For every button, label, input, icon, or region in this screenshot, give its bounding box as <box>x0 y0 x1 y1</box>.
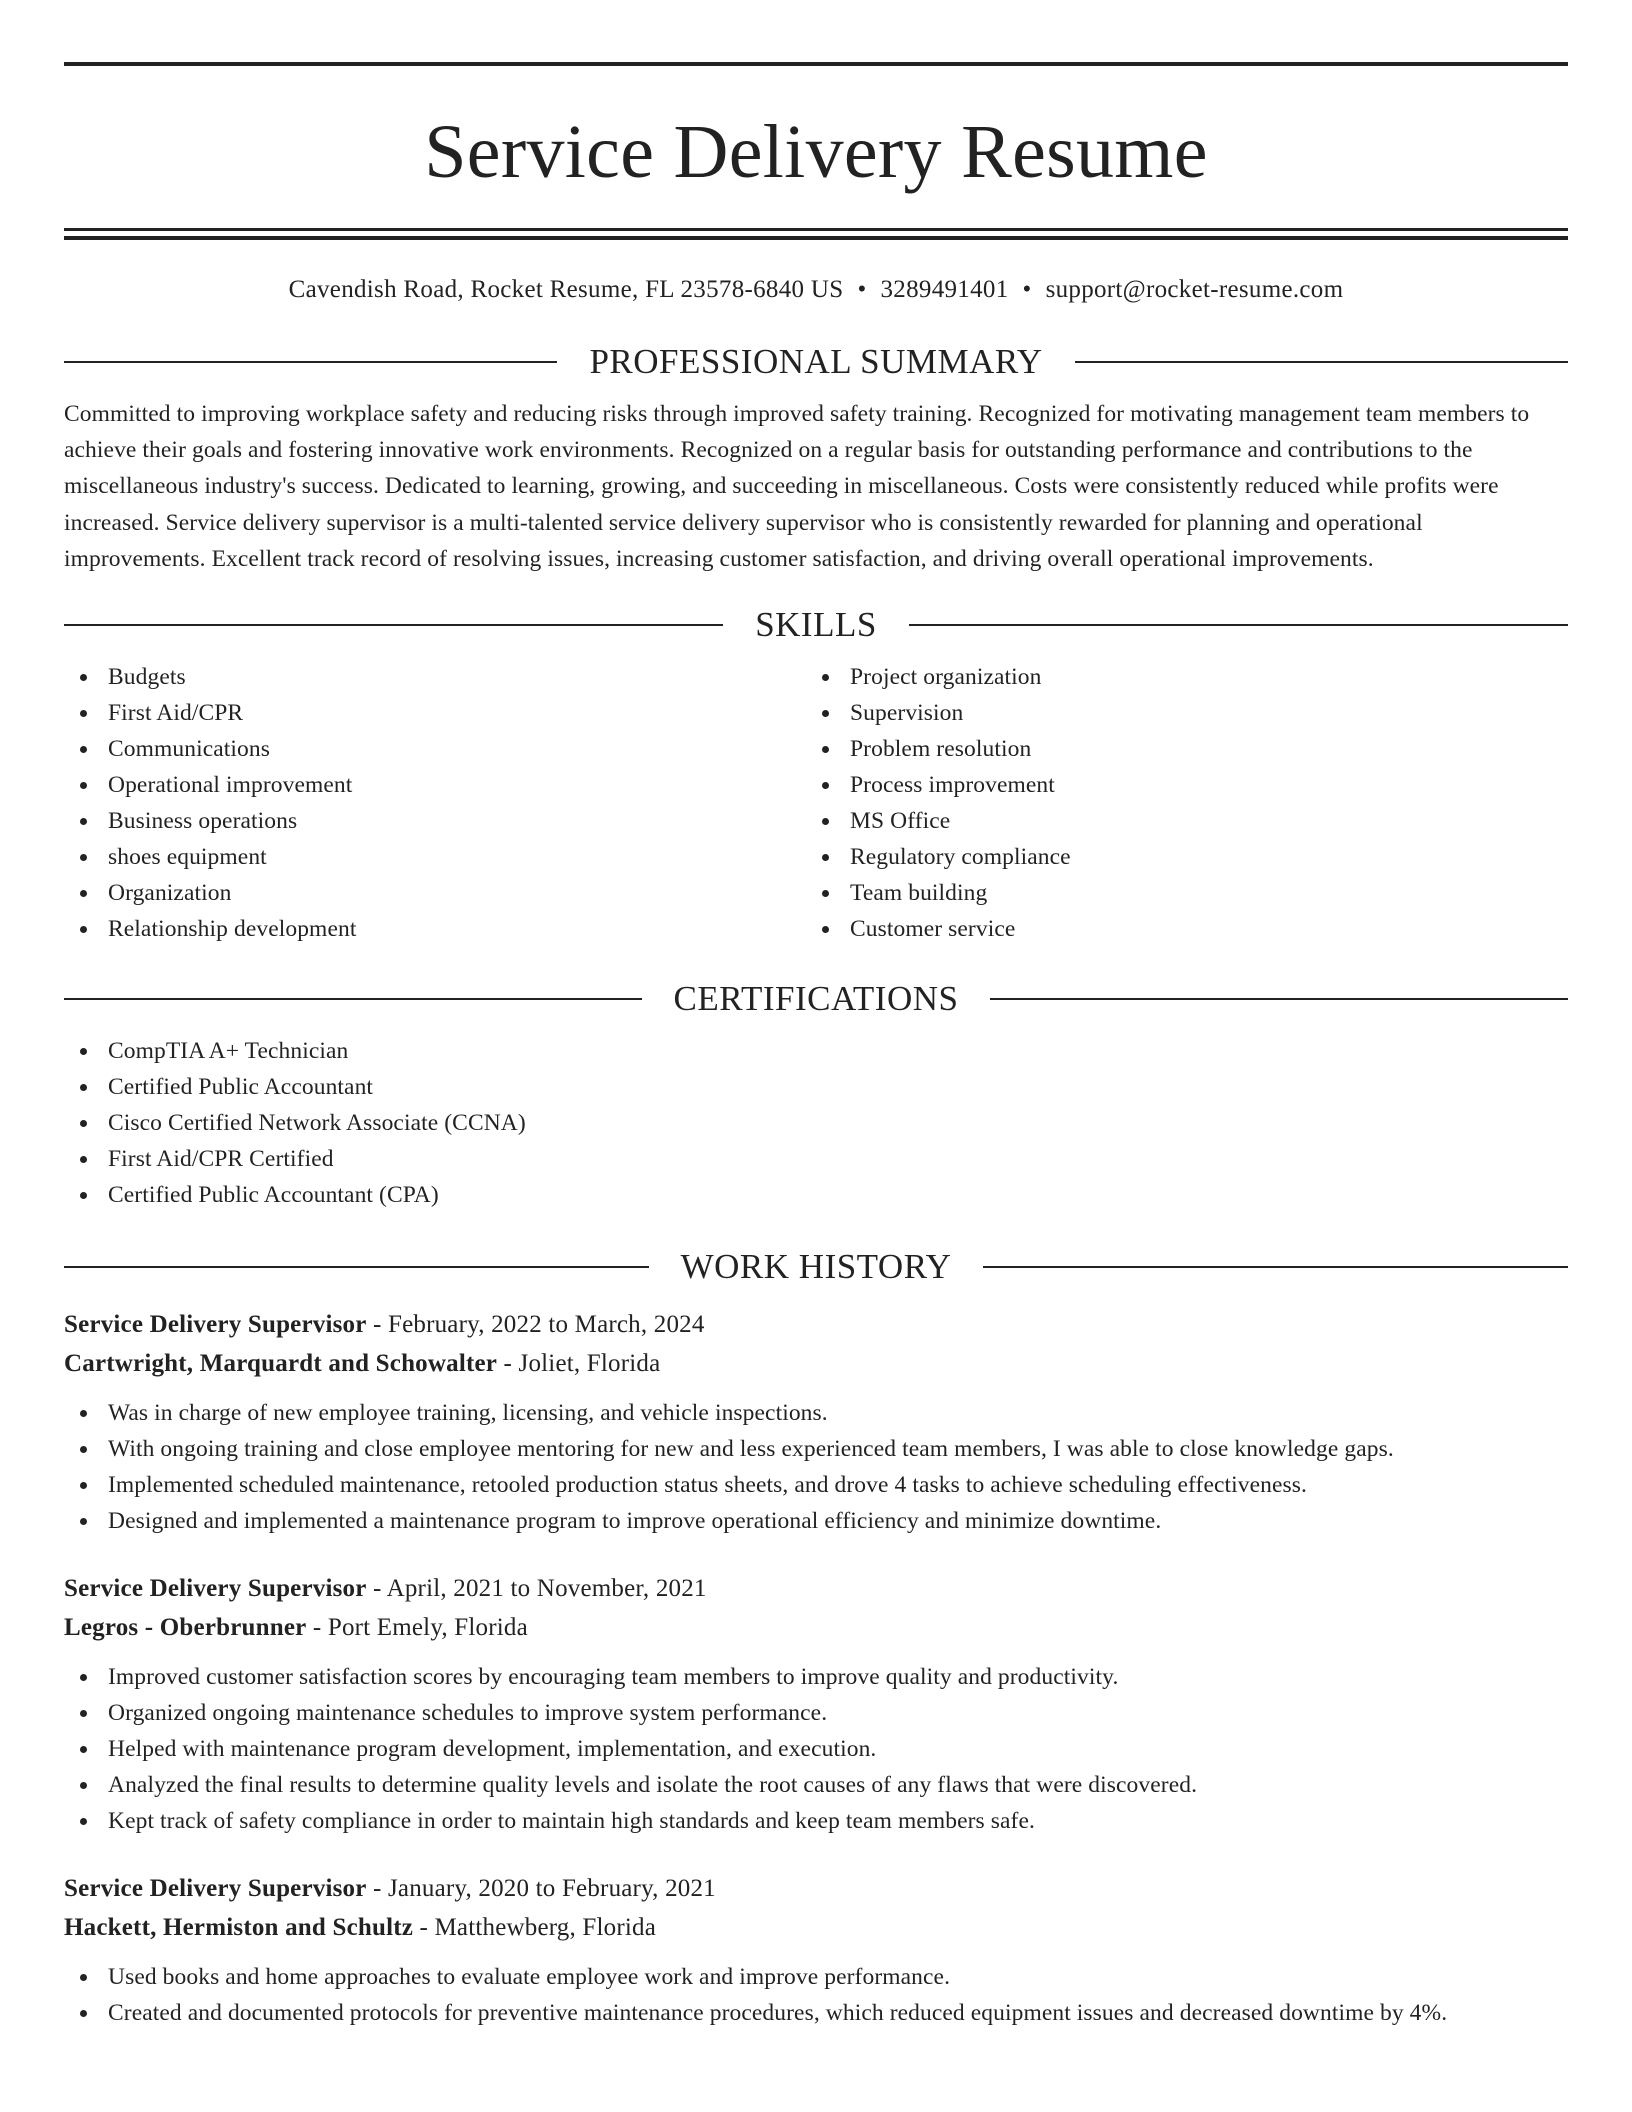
job-company: Legros - Oberbrunner <box>64 1614 307 1642</box>
contact-phone: 3289491401 <box>880 276 1009 303</box>
skill-item: Project organization <box>806 659 1548 695</box>
section-rule-right <box>1075 361 1568 363</box>
job-bullet: Used books and home approaches to evaluate employee work and improve performance. <box>64 1959 1568 1995</box>
job-bullet: Helped with maintenance program development, implementation, and execution. <box>64 1731 1568 1767</box>
skill-item: Organization <box>64 875 806 911</box>
job-bullet: Was in charge of new employee training, licensing, and vehicle inspections. <box>64 1395 1568 1431</box>
certification-item: CompTIA A+ Technician <box>64 1033 1568 1069</box>
section-title-skills: SKILLS <box>755 605 877 645</box>
job-bullet: Created and documented protocols for preventive maintenance procedures, which reduced equipment issues and decreased downtime by 4%. <box>64 1995 1568 2031</box>
job-bullet: Implemented scheduled maintenance, retooled production status sheets, and drove 4 tasks to achieve scheduling effectiveness. <box>64 1467 1568 1503</box>
skill-item: Problem resolution <box>806 731 1548 767</box>
skills-list <box>64 659 1568 947</box>
top-rule <box>64 62 1568 66</box>
section-title-work-history: WORK HISTORY <box>680 1247 952 1287</box>
job-bullet: Kept track of safety compliance in order to maintain high standards and keep team members safe. <box>64 1803 1568 1839</box>
job-company-line <box>64 1344 1568 1383</box>
job-company-line <box>64 1608 1568 1647</box>
job-location: - Matthewberg, Florida <box>413 1914 657 1942</box>
resume-title: Service Delivery Resume <box>424 110 1208 194</box>
job-location: - Joliet, Florida <box>497 1350 661 1378</box>
job-bullets <box>64 1395 1568 1539</box>
job-title: Service Delivery Supervisor <box>64 1875 367 1903</box>
contact-email[interactable]: support@rocket-resume.com <box>1045 276 1344 303</box>
job-company: Hackett, Hermiston and Schultz <box>64 1914 414 1942</box>
job-entry <box>64 1305 1568 1539</box>
section-rule-right <box>909 624 1568 626</box>
skill-item: First Aid/CPR <box>64 695 806 731</box>
contact-line <box>64 274 1568 306</box>
certification-item: First Aid/CPR Certified <box>64 1141 1568 1177</box>
certification-item: Cisco Certified Network Associate (CCNA) <box>64 1105 1568 1141</box>
job-bullet: Improved customer satisfaction scores by encouraging team members to improve quality and productivity. <box>64 1659 1568 1695</box>
summary-text: Committed to improving workplace safety and reducing risks through improved safety training. Recognized for motivating management team members to achieve their goals and fostering innovative work environments. Recognized on a regular basis for outstanding performance and contributions to the miscellaneous industry's success. Dedicated to learning, growing, and succeeding in miscellaneous. Costs were consistently reduced while profits were increased. Service delivery supervisor is a multi-talented service delivery supervisor who is consistently rewarded for planning and operational improvements. Excellent track record of resolving issues, increasing customer satisfaction, and driving overall operational improvements. <box>64 401 1530 572</box>
job-bullet: With ongoing training and close employee mentoring for new and less experienced team members, I was able to close knowledge gaps. <box>64 1431 1568 1467</box>
resume-page <box>64 0 1568 2031</box>
section-header-work-history <box>64 1245 1568 1289</box>
job-title-line <box>64 1869 1568 1908</box>
job-bullets <box>64 1659 1568 1839</box>
job-bullet: Organized ongoing maintenance schedules to improve system performance. <box>64 1695 1568 1731</box>
skill-item: Supervision <box>806 695 1548 731</box>
section-rule-right <box>983 1266 1568 1268</box>
skill-item: Customer service <box>806 911 1548 947</box>
job-company: Cartwright, Marquardt and Schowalter <box>64 1350 498 1378</box>
contact-separator: • <box>1022 276 1032 303</box>
job-bullet: Analyzed the final results to determine quality levels and isolate the root causes of any flaws that were discovered. <box>64 1767 1568 1803</box>
job-title-line <box>64 1305 1568 1344</box>
section-rule-left <box>64 998 642 1000</box>
skill-item: Operational improvement <box>64 767 806 803</box>
job-company-line <box>64 1908 1568 1947</box>
contact-address: Cavendish Road, Rocket Resume, FL 23578-6840 US <box>288 276 844 303</box>
section-rule-left <box>64 1266 649 1268</box>
certifications-list <box>64 1033 1568 1213</box>
section-rule-left <box>64 624 723 626</box>
certification-item: Certified Public Accountant <box>64 1069 1568 1105</box>
section-title-certifications: CERTIFICATIONS <box>673 979 959 1019</box>
skill-item: Budgets <box>64 659 806 695</box>
skill-item: Process improvement <box>806 767 1548 803</box>
section-header-certifications <box>64 977 1568 1021</box>
section-title-summary: PROFESSIONAL SUMMARY <box>589 342 1043 381</box>
job-bullet: Designed and implemented a maintenance program to improve operational efficiency and minimize downtime. <box>64 1503 1568 1539</box>
title-double-rule <box>64 228 1568 240</box>
job-dates: - April, 2021 to November, 2021 <box>366 1575 707 1603</box>
section-rule-left <box>64 361 557 363</box>
skill-item: Team building <box>806 875 1548 911</box>
job-bullets <box>64 1959 1568 2031</box>
skills-column-right <box>806 659 1548 947</box>
section-header-skills <box>64 603 1568 647</box>
job-title-line <box>64 1569 1568 1608</box>
certification-item: Certified Public Accountant (CPA) <box>64 1177 1568 1213</box>
section-header-summary <box>64 340 1568 384</box>
skill-item: shoes equipment <box>64 839 806 875</box>
skill-item: MS Office <box>806 803 1548 839</box>
section-rule-right <box>990 998 1568 1000</box>
contact-separator: • <box>857 276 867 303</box>
job-dates: - January, 2020 to February, 2021 <box>366 1875 716 1903</box>
job-entry <box>64 1869 1568 2031</box>
job-title: Service Delivery Supervisor <box>64 1575 367 1603</box>
job-location: - Port Emely, Florida <box>306 1614 528 1642</box>
job-entry <box>64 1569 1568 1839</box>
skill-item: Communications <box>64 731 806 767</box>
skill-item: Regulatory compliance <box>806 839 1548 875</box>
job-title: Service Delivery Supervisor <box>64 1311 367 1339</box>
skill-item: Business operations <box>64 803 806 839</box>
skill-item: Relationship development <box>64 911 806 947</box>
skills-column-left <box>64 659 806 947</box>
job-dates: - February, 2022 to March, 2024 <box>366 1311 705 1339</box>
